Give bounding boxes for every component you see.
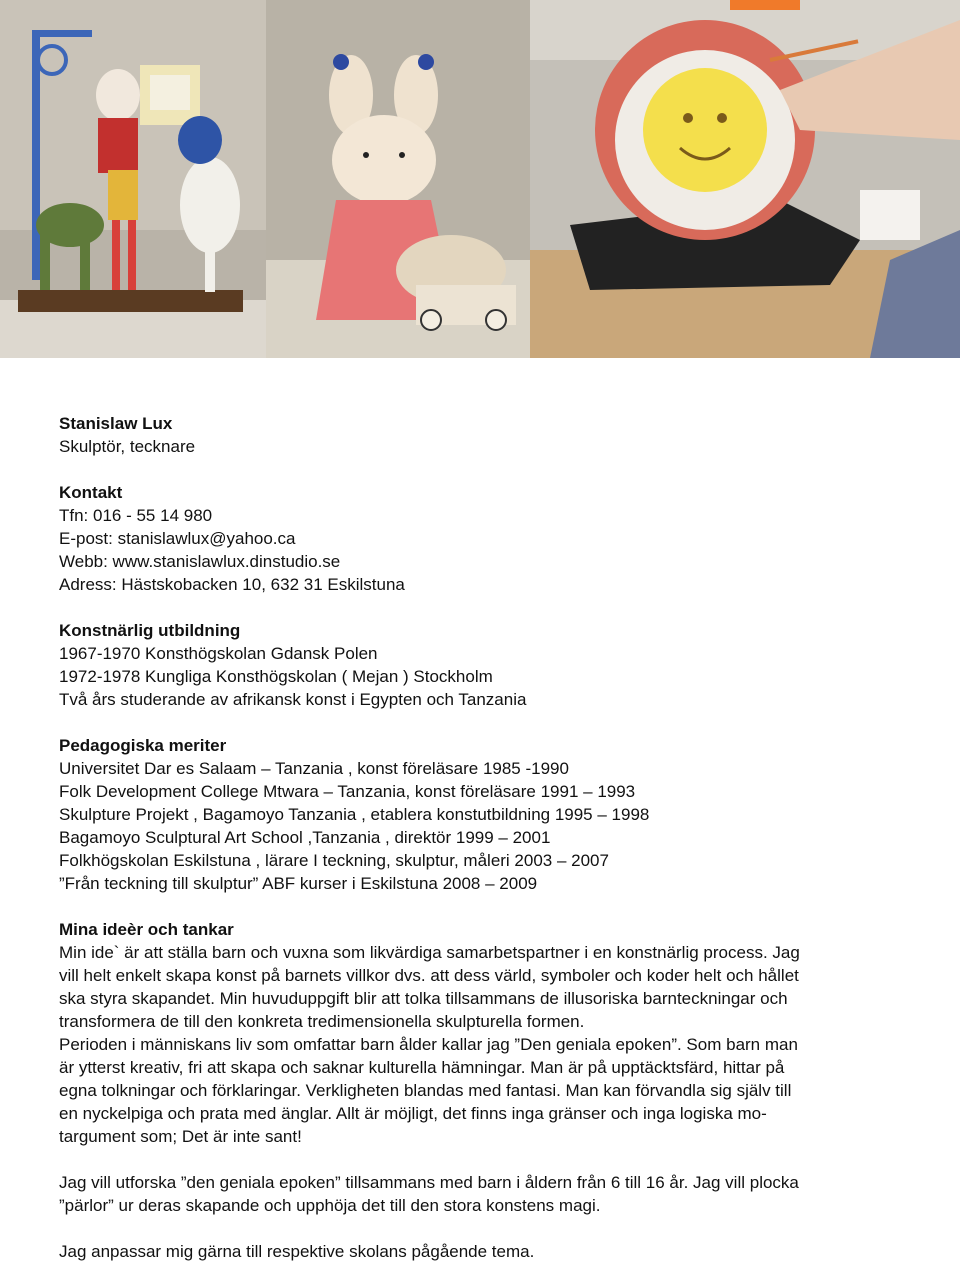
ideas-closing: Jag anpassar mig gärna till respektive skolans pågående tema.	[59, 1242, 535, 1261]
merit-item: Universitet Dar es Salaam – Tanzania , konst föreläsare 1985 -1990	[59, 759, 569, 778]
photo-sculpture-group	[0, 0, 266, 358]
merit-item: Folkhögskolan Eskilstuna , lärare I teckning, skulptur, måleri 2003 – 2007	[59, 851, 609, 870]
person-title: Skulptör, tecknare	[59, 437, 196, 456]
contact-phone: Tfn: 016 - 55 14 980	[59, 506, 213, 525]
person-name: Stanislaw Lux	[59, 414, 173, 433]
merit-item: ”Från teckning till skulptur” ABF kurser i Eskilstuna 2008 – 2009	[59, 874, 538, 893]
ideas-line: Jag vill utforska ”den geniala epoken” tillsammans med barn i åldern från 6 till 16 år. Jag vill plocka	[59, 1173, 799, 1192]
education-heading: Konstnärlig utbildning	[59, 621, 241, 640]
ideas-line: Perioden i människans liv som omfattar barn ålder kallar jag ”Den geniala epoken”. Som barn man	[59, 1035, 798, 1054]
merit-item: Folk Development College Mtwara – Tanzania, konst föreläsare 1991 – 1993	[59, 782, 636, 801]
contact-email: E-post: stanislawlux@yahoo.ca	[59, 529, 296, 548]
merit-item: Skulpture Projekt , Bagamoyo Tanzania , etablera konstutbildning 1995 – 1998	[59, 805, 650, 824]
education-item: Två års studerande av afrikansk konst i Egypten och Tanzania	[59, 690, 527, 709]
merits-heading: Pedagogiska meriter	[59, 736, 227, 755]
ideas-line: en nyckelpiga och prata med änglar. Allt är möjligt, det finns inga gränser och inga logiska mo-	[59, 1104, 767, 1123]
education-item: 1972-1978 Kungliga Konsthögskolan ( Mejan ) Stockholm	[59, 667, 493, 686]
merit-item: Bagamoyo Sculptural Art School ,Tanzania , direktör 1999 – 2001	[59, 828, 551, 847]
ideas-line: ”pärlor” ur deras skapande och upphöja det till den stora konstens magi.	[59, 1196, 601, 1215]
ideas-line: egna tolkningar och förklaringar. Verkligheten blandas med fantasi. Man kan förvandla sig själv till	[59, 1081, 792, 1100]
ideas-line: transformera de till den konkreta tredimensionella skulpturella formen.	[59, 1012, 585, 1031]
ideas-line: vill helt enkelt skapa konst på barnets villkor dvs. att dess värld, symboler och koder helt och hållet	[59, 966, 799, 985]
ideas-line: ska styra skapandet. Min huvuduppgift blir att tolka tillsammans de illusoriska barnteckningar och	[59, 989, 788, 1008]
contact-address: Adress: Hästskobacken 10, 632 31 Eskilstuna	[59, 575, 405, 594]
photo-rabbit-sculpture	[266, 0, 530, 358]
ideas-line: targument som; Det är inte sant!	[59, 1127, 302, 1146]
cv-text	[59, 412, 919, 1263]
ideas-heading: Mina ideèr och tankar	[59, 920, 234, 939]
photo-strip	[0, 0, 960, 358]
education-item: 1967-1970 Konsthögskolan Gdansk Polen	[59, 644, 378, 663]
contact-web: Webb: www.stanislawlux.dinstudio.se	[59, 552, 341, 571]
ideas-line: är ytterst kreativ, fri att skapa och saknar kulturella hämningar. Man är på upptäcktsfärd, hittar på	[59, 1058, 785, 1077]
contact-heading: Kontakt	[59, 483, 123, 502]
ideas-line: Min ide` är att ställa barn och vuxna som likvärdiga samarbetspartner i en konstnärlig process. Jag	[59, 943, 800, 962]
photo-sun-sculpture	[530, 0, 960, 358]
